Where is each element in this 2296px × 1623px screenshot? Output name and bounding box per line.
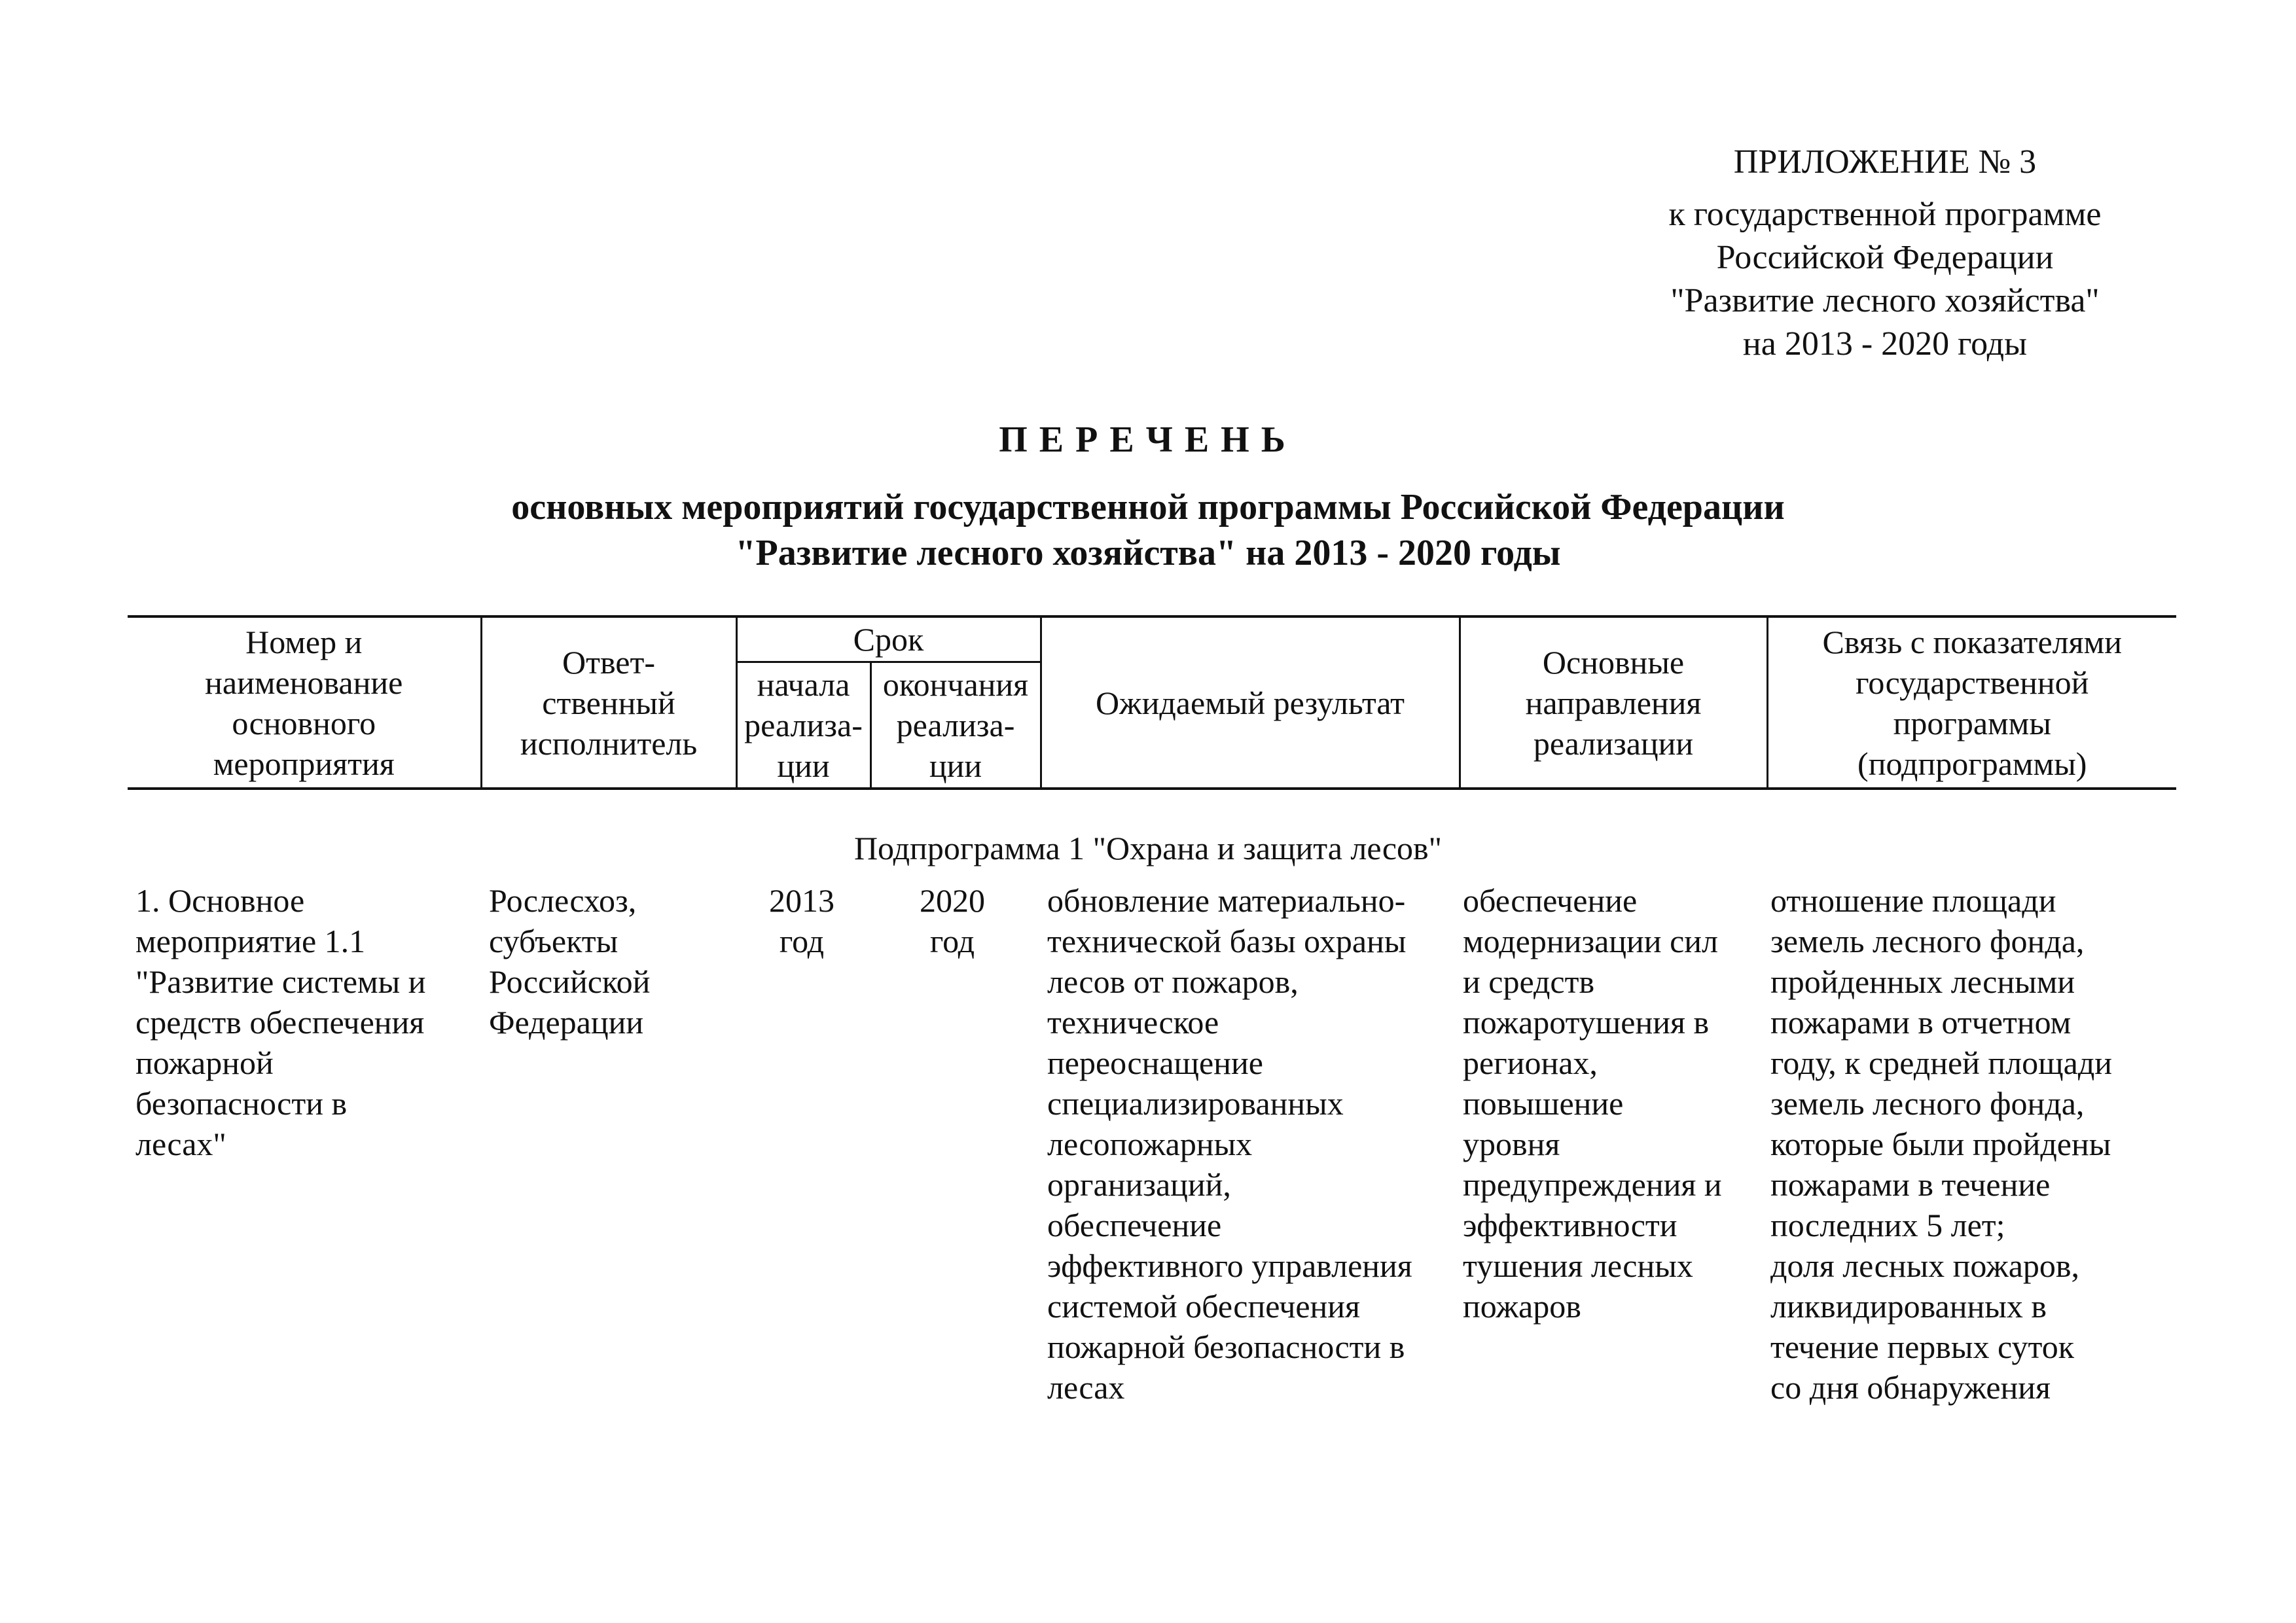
cell-line: год xyxy=(929,923,975,959)
cell-line: обеспечение xyxy=(1463,882,1638,919)
appendix-line: Российской Федерации xyxy=(1716,239,2054,276)
header-text: Основные xyxy=(1542,643,1685,681)
header-text: государственной xyxy=(1856,664,2089,701)
cell-line: субъекты xyxy=(489,923,619,959)
cell-measure xyxy=(135,880,476,1164)
cell-result xyxy=(1047,880,1466,1408)
cell-line: отношение площади xyxy=(1770,882,2056,919)
header-responsible xyxy=(481,616,736,789)
subtitle-line: "Развитие лесного хозяйства" на 2013 - 2020 годы xyxy=(735,533,1561,573)
cell-responsible xyxy=(489,880,738,1043)
cell-line: эффективного управления xyxy=(1047,1247,1412,1284)
cell-line: обеспечение xyxy=(1047,1207,1222,1243)
cell-line: тушения лесных xyxy=(1463,1247,1693,1284)
header-text: ции xyxy=(777,747,830,784)
header-text: программы xyxy=(1893,704,2051,741)
document-title: ПЕРЕЧЕНЬ xyxy=(999,419,1297,460)
header-term-start xyxy=(736,662,870,789)
header-text: мероприятия xyxy=(213,745,395,782)
cell-start xyxy=(736,880,867,961)
header-text: основного xyxy=(232,704,376,741)
cell-line: уровня xyxy=(1463,1126,1560,1162)
header-term: Срок xyxy=(736,616,1041,662)
cell-line: лесах" xyxy=(135,1126,226,1162)
cell-line: пожаротушения в xyxy=(1463,1004,1710,1041)
cell-line: лесов от пожаров, xyxy=(1047,963,1299,1000)
cell-line: мероприятие 1.1 xyxy=(135,923,366,959)
cell-end xyxy=(867,880,1037,961)
subtitle-line: основных мероприятий государственной программы Российской Федерации xyxy=(511,487,1785,527)
cell-line: со дня обнаружения xyxy=(1770,1369,2051,1406)
subprogram-heading: Подпрограмма 1 "Охрана и защита лесов" xyxy=(853,830,1443,866)
cell-indicators xyxy=(1770,880,2176,1408)
header-text: ции xyxy=(929,747,982,784)
cell-line: пройденных лесными xyxy=(1770,963,2075,1000)
cell-line: переоснащение xyxy=(1047,1044,1263,1081)
header-indicators xyxy=(1767,616,2176,789)
cell-line: последних 5 лет; xyxy=(1770,1207,2005,1243)
cell-line: доля лесных пожаров, xyxy=(1770,1247,2080,1284)
header-result: Ожидаемый результат xyxy=(1041,616,1460,789)
header-text: реализации xyxy=(1533,724,1694,762)
header-text: начала xyxy=(757,666,850,703)
header-text: Номер и xyxy=(245,623,363,660)
header-text: направления xyxy=(1525,684,1702,721)
cell-line: эффективности xyxy=(1463,1207,1677,1243)
header-text: Ответ- xyxy=(562,643,655,681)
cell-line: пожарами в отчетном xyxy=(1770,1004,2072,1041)
header-term-end xyxy=(870,662,1041,789)
cell-line: технической базы охраны xyxy=(1047,923,1407,959)
cell-line: 2013 xyxy=(769,882,834,919)
cell-line: Рослесхоз, xyxy=(489,882,637,919)
cell-line: земель лесного фонда, xyxy=(1770,1085,2085,1122)
appendix-block xyxy=(1558,141,2212,366)
cell-line: и средств xyxy=(1463,963,1595,1000)
measures-table-header xyxy=(128,615,2176,790)
cell-line: системой обеспечения xyxy=(1047,1288,1361,1325)
appendix-line: к государственной программе xyxy=(1668,196,2102,233)
cell-line: "Развитие системы и xyxy=(135,963,426,1000)
cell-line: пожарной безопасности в xyxy=(1047,1329,1405,1365)
header-text: Связь с показателями xyxy=(1822,623,2123,660)
appendix-line: "Развитие лесного хозяйства" xyxy=(1670,282,2100,319)
cell-line: земель лесного фонда, xyxy=(1770,923,2085,959)
cell-line: средств обеспечения xyxy=(135,1004,425,1041)
cell-line: которые были пройдены xyxy=(1770,1126,2111,1162)
header-text: окончания xyxy=(882,666,1029,703)
header-directions xyxy=(1460,616,1767,789)
appendix-line: на 2013 - 2020 годы xyxy=(1742,325,2028,363)
header-text: наименование xyxy=(205,664,403,701)
cell-line: организаций, xyxy=(1047,1166,1231,1203)
cell-line: ликвидированных в xyxy=(1770,1288,2047,1325)
header-number-name xyxy=(128,616,481,789)
cell-line: повышение xyxy=(1463,1085,1624,1122)
cell-line: 2020 xyxy=(920,882,985,919)
cell-line: модернизации сил xyxy=(1463,923,1718,959)
cell-line: техническое xyxy=(1047,1004,1219,1041)
appendix-label: ПРИЛОЖЕНИЕ № 3 xyxy=(1733,143,2037,181)
cell-line: пожарной xyxy=(135,1044,274,1081)
cell-line: течение первых суток xyxy=(1770,1329,2075,1365)
cell-line: год xyxy=(779,923,825,959)
cell-line: лесопожарных xyxy=(1047,1126,1253,1162)
cell-line: регионах, xyxy=(1463,1044,1598,1081)
cell-line: специализированных xyxy=(1047,1085,1344,1122)
cell-line: Российской xyxy=(489,963,651,1000)
cell-directions xyxy=(1463,880,1770,1327)
header-text: (подпрограммы) xyxy=(1857,745,2087,782)
cell-line: лесах xyxy=(1047,1369,1125,1406)
cell-line: предупреждения и xyxy=(1463,1166,1722,1203)
cell-line: пожарами в течение xyxy=(1770,1166,2051,1203)
cell-line: Федерации xyxy=(489,1004,644,1041)
header-text: исполнитель xyxy=(520,724,698,762)
cell-line: пожаров xyxy=(1463,1288,1581,1325)
cell-line: году, к средней площади xyxy=(1770,1044,2113,1081)
cell-line: безопасности в xyxy=(135,1085,348,1122)
cell-line: 1. Основное xyxy=(135,882,305,919)
header-text: ственный xyxy=(542,684,675,721)
header-text: реализа- xyxy=(744,707,863,743)
header-text: реализа- xyxy=(896,707,1015,743)
document-subtitle xyxy=(0,484,2296,576)
cell-line: обновление материально- xyxy=(1047,882,1406,919)
